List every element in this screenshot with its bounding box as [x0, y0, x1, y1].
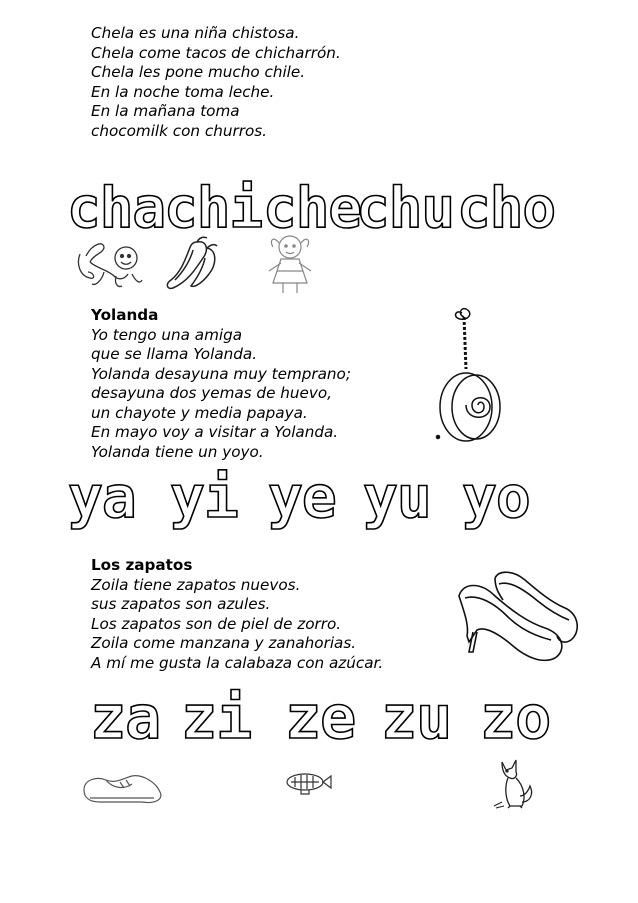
shoe-icon	[80, 768, 166, 808]
chela-paragraph	[91, 24, 341, 141]
syllable-ya: ya	[68, 463, 136, 531]
syllable-zu: zu	[381, 683, 452, 753]
fox-icon	[492, 758, 536, 810]
text-line: un chayote y media papaya.	[91, 403, 308, 422]
syllable-cha: cha	[67, 176, 166, 241]
text-line: que se llama Yolanda.	[91, 345, 258, 363]
syllable-che: che	[263, 176, 362, 241]
syllable-za: za	[90, 683, 161, 753]
text-line: chocomilk con churros.	[91, 121, 267, 140]
text-line: En la mañana toma	[91, 102, 240, 120]
text-line: Yo tengo una amiga	[91, 325, 243, 344]
chili-pepper-icon	[163, 236, 221, 292]
text-line: Chela les pone mucho chile.	[91, 63, 306, 81]
syllable-yu: yu	[363, 463, 431, 531]
syllable-yi: yi	[170, 463, 238, 531]
text-line: desayuna dos yemas de huevo,	[91, 384, 332, 402]
text-line: Yolanda tiene un yoyo.	[91, 442, 264, 461]
syllable-cho: cho	[457, 176, 556, 241]
text-line: En la noche toma leche.	[91, 82, 275, 101]
syllable-chi: chi	[164, 176, 263, 241]
text-line: Chela es una niña chistosa.	[91, 24, 300, 42]
text-line: En mayo voy a visitar a Yolanda.	[91, 423, 339, 441]
section-title: Los zapatos	[91, 556, 193, 574]
text-line: Los zapatos son de piel de zorro.	[91, 614, 342, 633]
text-line: Chela come tacos de chicharrón.	[91, 43, 341, 62]
zeppelin-icon	[283, 770, 333, 800]
syllable-ye: ye	[268, 463, 336, 531]
text-line: sus zapatos son azules.	[91, 595, 271, 613]
monkey-icon	[74, 234, 146, 292]
syllable-chu: chu	[356, 176, 455, 241]
text-line: A mí me gusta la calabaza con azúcar.	[91, 653, 384, 672]
section-title: Yolanda	[91, 306, 159, 324]
shoes-icon	[455, 570, 581, 666]
text-line: Yolanda desayuna muy temprano;	[91, 364, 351, 383]
syllable-yo: yo	[462, 463, 530, 531]
syllable-zo: zo	[480, 683, 551, 753]
text-line: Zoila tiene zapatos nuevos.	[91, 575, 301, 594]
syllable-zi: zi	[181, 683, 252, 753]
zapatos-paragraph	[91, 556, 383, 673]
syllable-ze: ze	[285, 683, 356, 753]
yolanda-paragraph	[91, 306, 351, 462]
yoyo-icon	[434, 307, 516, 443]
doll-icon	[261, 231, 319, 297]
text-line: Zoila come manzana y zanahorias.	[91, 634, 357, 652]
